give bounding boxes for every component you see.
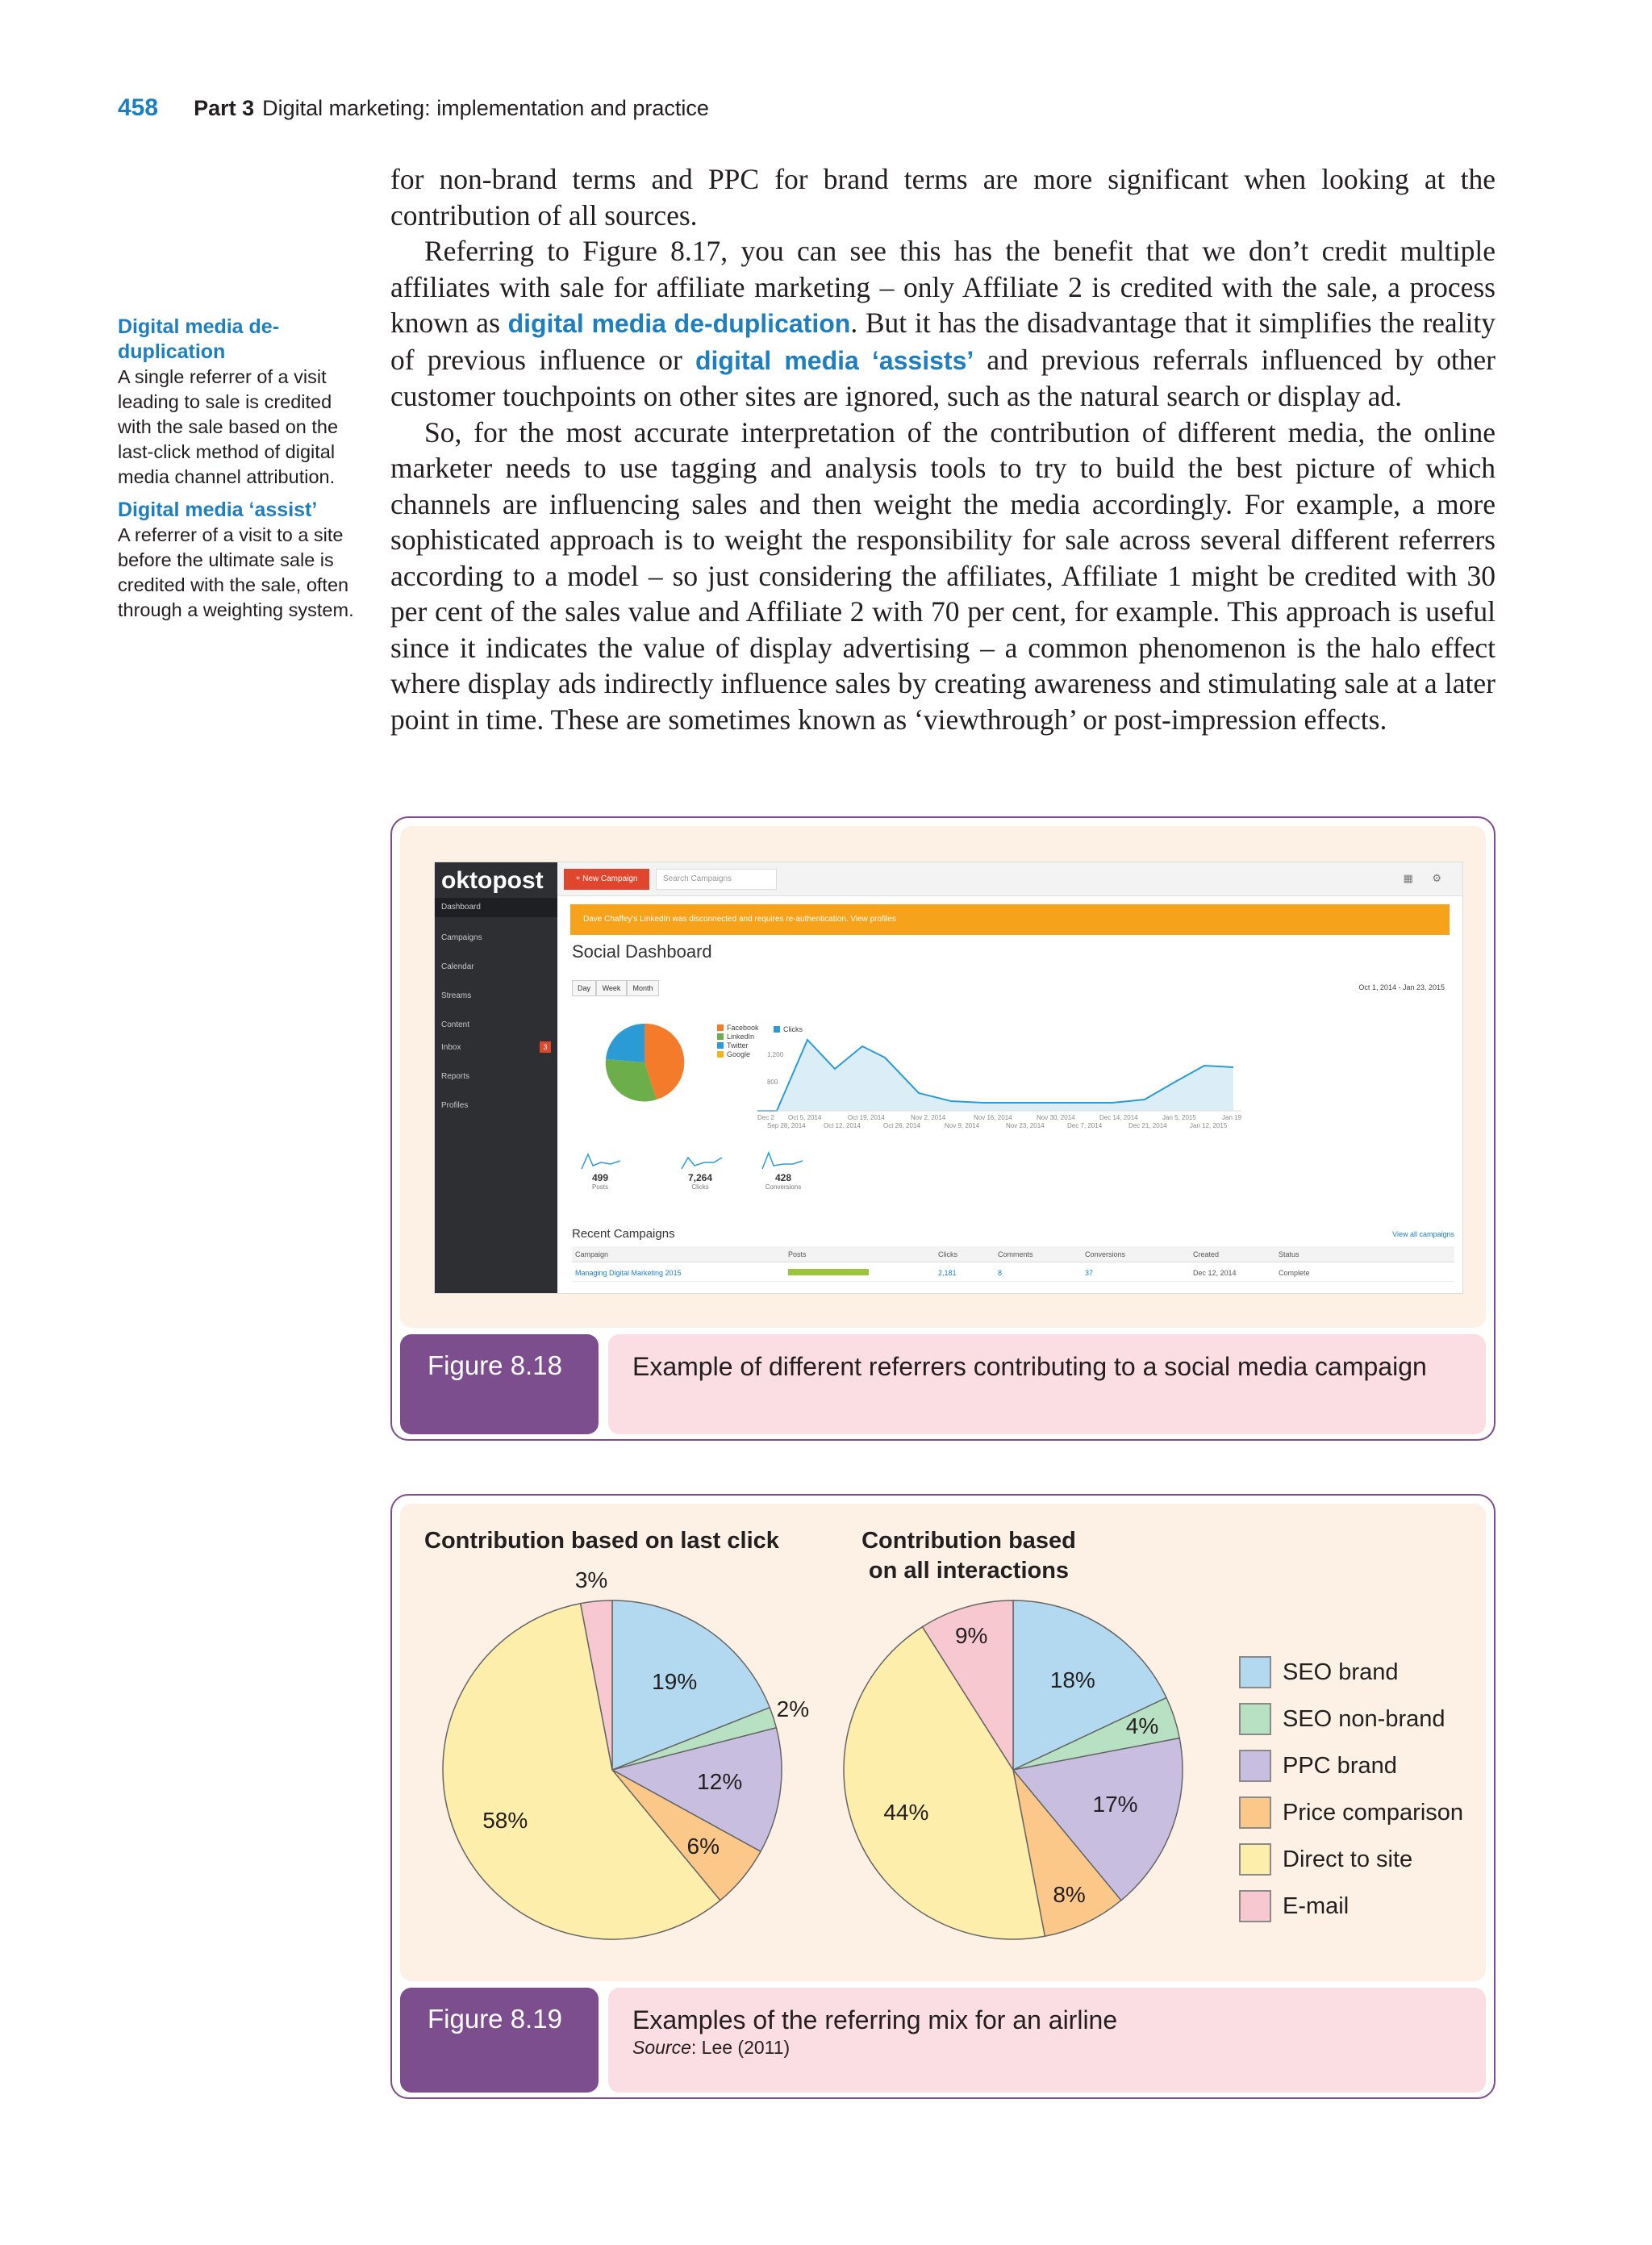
pie-label-all-interactions: 18% <box>1049 1667 1095 1693</box>
figure-8-19-caption <box>608 1988 1486 2093</box>
network-pie <box>606 1024 685 1101</box>
legend-row: Price comparison <box>1239 1789 1463 1836</box>
part-title: Digital marketing: implementation and practice <box>262 96 709 120</box>
pie-label-last-click: 12% <box>697 1769 743 1795</box>
figure-8-18-caption: Example of different referrers contributing to a social media campaign <box>608 1334 1486 1434</box>
posts-progress-bar <box>788 1269 869 1275</box>
margin-term: Digital media de-duplication <box>118 315 280 363</box>
pie-label-last-click: 58% <box>482 1808 528 1834</box>
view-all-campaigns-link[interactable]: View all campaigns <box>1392 1230 1454 1238</box>
x-tick: Dec 21, 2014 <box>1128 1122 1167 1129</box>
figure-8-19-image-area <box>400 1504 1486 1981</box>
table-row[interactable] <box>572 1264 1454 1282</box>
pie-slice-twitter <box>606 1024 645 1062</box>
x-tick: Sep 28, 2014 <box>767 1122 806 1129</box>
pie-label-all-interactions: 9% <box>954 1622 988 1648</box>
y-tick: 800 <box>767 1079 778 1086</box>
new-campaign-button[interactable]: + New Campaign <box>564 869 649 890</box>
x-tick: Dec 2 <box>757 1114 774 1121</box>
campaigns-table-header <box>572 1246 1454 1262</box>
x-tick: Jan 12, 2015 <box>1190 1122 1228 1129</box>
legend-row: E-mail <box>1239 1883 1463 1930</box>
keyword-de-duplication: digital media de-duplication <box>507 309 851 338</box>
legend-twitter: Twitter <box>717 1041 749 1049</box>
cell-status: Complete <box>1279 1269 1310 1277</box>
nav-item-dashboard[interactable]: Dashboard <box>441 903 481 912</box>
nav-item-streams[interactable]: Streams <box>441 991 472 1000</box>
margin-notes <box>118 315 360 631</box>
pie-title-last-click: Contribution based on last click <box>424 1528 779 1554</box>
range-day-button[interactable]: Day <box>572 980 596 996</box>
y-tick: 1,200 <box>767 1051 784 1058</box>
cell-created: Dec 12, 2014 <box>1193 1269 1237 1277</box>
figure-8-19 <box>390 1494 1496 2099</box>
pie-all-interactions <box>844 1600 1183 1939</box>
nav-item-content[interactable]: Content <box>441 1020 470 1029</box>
figure-8-19-label: Figure 8.19 <box>400 1988 599 2093</box>
recent-campaigns-title: Recent Campaigns <box>572 1227 675 1241</box>
paragraph-1: for non-brand terms and PPC for brand terms are more significant when looking at the contribution of all sources. <box>390 163 1496 232</box>
part-label: Part 3 <box>194 96 255 120</box>
page-number: 458 <box>118 94 159 121</box>
x-tick: Nov 2, 2014 <box>911 1114 946 1121</box>
margin-definition: A referrer of a visit to a site before the ultimate sale is credited with the sale, often through a weighting system. <box>118 524 354 620</box>
legend-google: Google <box>717 1050 750 1058</box>
body-text <box>390 161 1496 737</box>
reauth-warning-banner[interactable]: Dave Chaffey's LinkedIn was disconnected and requires re-authentication. View profiles <box>570 904 1450 935</box>
col-created: Created <box>1193 1250 1220 1258</box>
clicks-line-chart <box>757 1040 1241 1111</box>
figure-8-18-label: Figure 8.18 <box>400 1334 599 1434</box>
pie-legend <box>1239 1649 1463 1930</box>
oktopost-logo: oktopost <box>441 867 544 894</box>
x-tick: Nov 16, 2014 <box>974 1114 1012 1121</box>
grid-settings-icon[interactable]: ▦ ⚙ <box>1403 872 1450 884</box>
x-tick: Nov 30, 2014 <box>1037 1114 1075 1121</box>
col-posts: Posts <box>788 1250 807 1258</box>
nav-item-campaigns[interactable]: Campaigns <box>441 933 482 942</box>
pie-label-all-interactions: 44% <box>883 1800 929 1826</box>
nav-item-inbox[interactable]: Inbox <box>441 1043 461 1052</box>
col-conversions: Conversions <box>1085 1250 1126 1258</box>
pie-label-last-click: 19% <box>652 1669 698 1695</box>
cell-comments: 8 <box>998 1269 1003 1277</box>
paragraph-2: Referring to Figure 8.17, you can see this has the benefit that we don’t credit multiple affiliates with sale for affiliate marketing – only Affiliate 2 is credited with the sale, a process known as digital media de-duplication. But it has the disadvantage that it simplifies the reality of previous influence or digital media ‘assists’ and previous referrals influenced by other customer touchpoints on other sites are ignored, such as the natural search or display ad. <box>390 235 1496 412</box>
oktopost-dashboard-screenshot <box>434 862 1463 1294</box>
figure-8-19-source: Source: Lee (2011) <box>632 2037 791 2058</box>
date-range-picker[interactable]: Oct 1, 2014 - Jan 23, 2015 <box>1358 983 1445 991</box>
legend-row: SEO brand <box>1239 1649 1463 1696</box>
x-tick: Oct 26, 2014 <box>883 1122 920 1129</box>
nav-item-calendar[interactable]: Calendar <box>441 962 474 971</box>
col-clicks: Clicks <box>938 1250 957 1258</box>
pie-title-all-interactions: Contribution based on all interactions <box>861 1528 1076 1584</box>
pie-label-last-click: 2% <box>776 1696 810 1722</box>
x-tick: Nov 23, 2014 <box>1006 1122 1045 1129</box>
legend-linkedin: LinkedIn <box>717 1033 754 1041</box>
legend-row: SEO non-brand <box>1239 1696 1463 1742</box>
stat-posts: 499 Posts <box>591 1172 609 1191</box>
pie-label-all-interactions: 17% <box>1092 1792 1138 1817</box>
x-tick: Dec 14, 2014 <box>1099 1114 1138 1121</box>
cell-clicks: 2,181 <box>938 1269 957 1277</box>
inbox-count-badge: 3 <box>540 1041 551 1053</box>
legend-row: PPC brand <box>1239 1742 1463 1789</box>
x-tick: Nov 9, 2014 <box>945 1122 980 1129</box>
x-tick: Jan 5, 2015 <box>1162 1114 1196 1121</box>
range-month-button[interactable]: Month <box>627 980 659 996</box>
stat-clicks: 7,264 Clicks <box>687 1172 713 1191</box>
range-week-button[interactable]: Week <box>596 980 627 996</box>
stat-conversions: 428 Conversions <box>765 1172 802 1191</box>
figure-8-19-caption-text: Examples of the referring mix for an airline <box>632 2005 1118 2034</box>
sparklines <box>582 1153 803 1169</box>
pie-label-all-interactions: 4% <box>1125 1713 1159 1738</box>
pie-label-last-click: 3% <box>574 1567 608 1592</box>
nav-item-reports[interactable]: Reports <box>441 1072 470 1081</box>
paragraph-3: So, for the most accurate interpretation of the contribution of different media, the online marketer needs to use tagging and analysis tools to try to build the best picture of which channels are influencing sales and then weight the media accordingly. For example, a more sophisticated approach is to weight the responsibility for sale across several different referrers according to a model – so just considering the affiliates, Affiliate 1 might be credited with 30 per cent of the sales value and Affiliate 2 with 70 per cent, for example. This approach is useful since it indicates the value of display advertising – a common phenomenon is the halo effect where display ads indirectly influence sales by creating awareness and stimulating sale at a later point in time. These are sometimes known as ‘viewthrough’ or post-impression effects. <box>390 415 1496 736</box>
legend-clicks: Clicks <box>774 1025 803 1033</box>
x-tick: Oct 12, 2014 <box>824 1122 861 1129</box>
col-comments: Comments <box>998 1250 1033 1258</box>
campaign-name-link[interactable]: Managing Digital Marketing 2015 <box>575 1269 682 1277</box>
keyword-assists: digital media ‘assists’ <box>695 345 974 375</box>
nav-item-profiles[interactable]: Profiles <box>441 1101 469 1110</box>
dashboard-title: Social Dashboard <box>572 941 712 962</box>
col-campaign: Campaign <box>575 1250 609 1258</box>
running-header <box>118 94 709 122</box>
col-status: Status <box>1279 1250 1299 1258</box>
search-campaigns-input[interactable]: Search Campaigns <box>656 869 777 890</box>
x-tick: Jan 19 <box>1222 1114 1242 1121</box>
x-tick: Dec 7, 2014 <box>1067 1122 1103 1129</box>
x-tick: Oct 5, 2014 <box>788 1114 822 1121</box>
margin-definition: A single referrer of a visit leading to sale is credited with the sale based on the last-click method of digital media channel attribution. <box>118 366 339 487</box>
x-tick: Oct 19, 2014 <box>848 1114 885 1121</box>
legend-facebook: Facebook <box>717 1024 759 1032</box>
cell-conversions: 37 <box>1085 1269 1094 1277</box>
legend-row: Direct to site <box>1239 1836 1463 1883</box>
figure-8-18 <box>390 816 1496 1441</box>
figure-8-18-image-area <box>400 826 1486 1328</box>
margin-term: Digital media ‘assist’ <box>118 499 318 521</box>
pie-label-all-interactions: 8% <box>1053 1881 1086 1907</box>
pie-label-last-click: 6% <box>686 1834 720 1859</box>
